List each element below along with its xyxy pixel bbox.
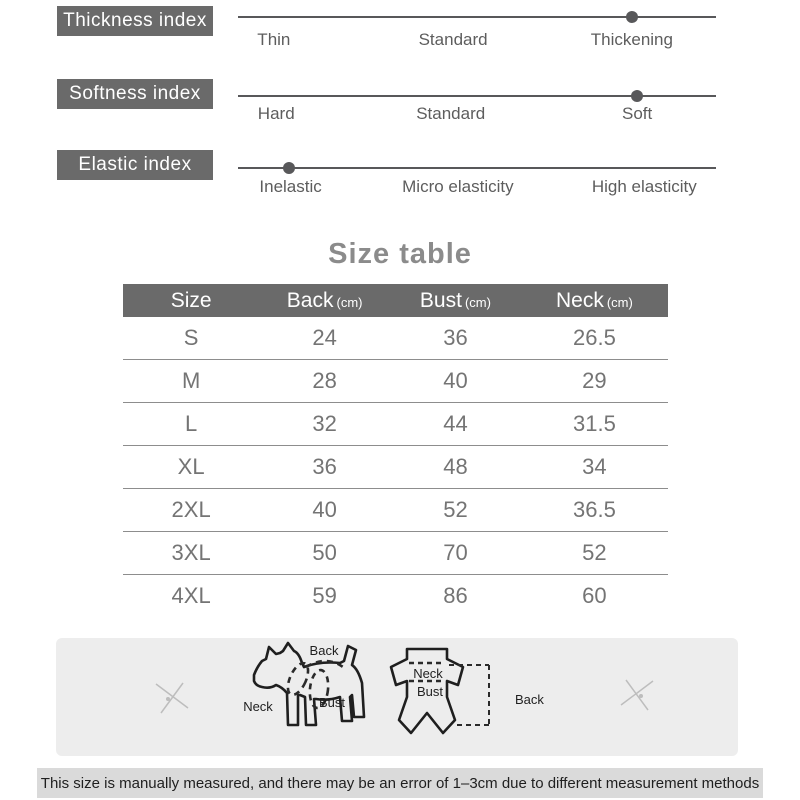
- softness-option-soft: Soft: [622, 104, 653, 123]
- header-bust: Bust (cm): [419, 288, 491, 312]
- softness-index-options: [238, 104, 716, 126]
- thickness-option-thickening: Thickening: [590, 30, 673, 49]
- elastic-option-micro: Micro elasticity: [402, 177, 514, 196]
- softness-option-standard: Standard: [416, 104, 486, 123]
- garment-bust-label: Bust: [416, 684, 444, 699]
- garment-back-label: Back: [515, 692, 544, 707]
- table-row: 3XL 50 70 52: [123, 531, 668, 574]
- size-table: [123, 284, 668, 617]
- size-table-header: [123, 284, 668, 317]
- table-row: M 28 40 29: [123, 359, 668, 402]
- thickness-index-options: [238, 30, 716, 52]
- table-row: 4XL 59 86 60: [123, 574, 668, 617]
- softness-index-label: Softness index: [57, 79, 213, 109]
- table-row: S 24 36 26.5: [183, 325, 616, 350]
- dog-bust-label: Bust: [318, 695, 346, 710]
- elastic-index-scale: [238, 167, 716, 169]
- table-row: XL 36 48 34: [123, 445, 668, 488]
- dog-back-label: Back: [309, 643, 339, 658]
- dog-neck-label: Neck: [243, 699, 273, 714]
- header-back: Back (cm): [286, 288, 363, 312]
- softness-option-hard: Hard: [257, 104, 295, 123]
- softness-index-scale: [238, 95, 716, 97]
- thickness-index-dot: [626, 11, 638, 23]
- cut-mark-icon: [150, 678, 194, 722]
- thickness-option-standard: Standard: [418, 30, 488, 49]
- elastic-option-inelastic: Inelastic: [259, 177, 322, 196]
- elastic-index-options: [238, 177, 716, 199]
- header-size: Size: [170, 288, 212, 312]
- elastic-option-high: High elasticity: [591, 177, 697, 196]
- table-row: 2XL 40 52 36.5: [123, 488, 668, 531]
- measurement-disclaimer-text: This size is manually measured, and there may be an error of 1–3cm due to different measurement methods: [40, 774, 760, 792]
- table-row: L 32 44 31.5: [123, 402, 668, 445]
- thickness-index-label: Thickness index: [57, 6, 213, 36]
- softness-index-dot: [631, 90, 643, 102]
- garment-neck-label: Neck: [413, 666, 443, 681]
- header-neck: Neck (cm): [555, 288, 633, 312]
- cut-mark-icon: [615, 675, 659, 719]
- dog-measurement-diagram: [240, 641, 380, 743]
- thickness-option-thin: Thin: [257, 30, 291, 49]
- size-table-title: Size table: [328, 238, 472, 270]
- elastic-index-dot: [283, 162, 295, 174]
- measurement-disclaimer: [37, 768, 763, 798]
- garment-measurement-diagram: [385, 645, 550, 745]
- thickness-index-scale: [238, 16, 716, 18]
- elastic-index-label: Elastic index: [57, 150, 213, 180]
